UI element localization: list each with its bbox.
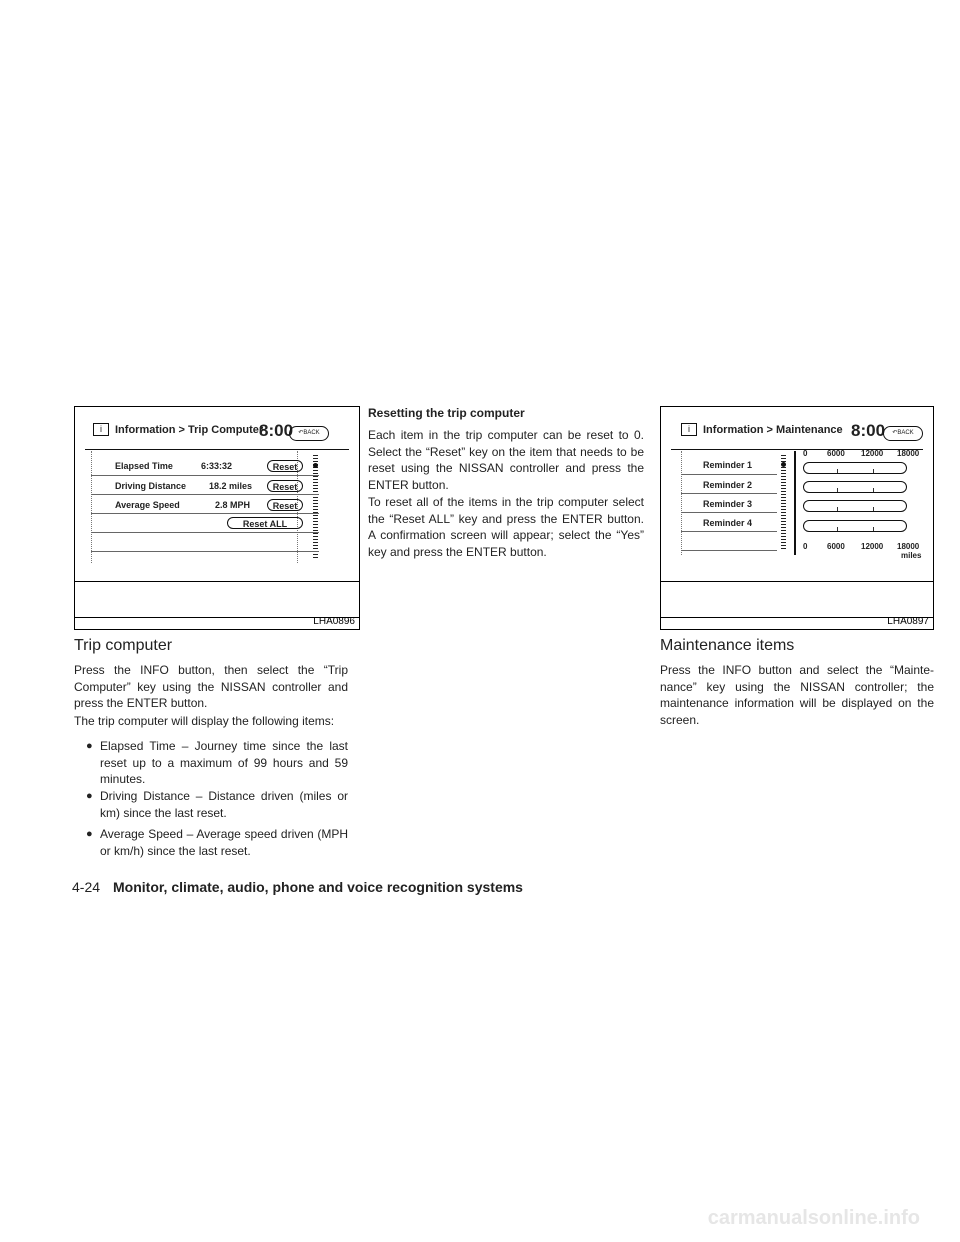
tick	[837, 488, 838, 492]
header-divider	[671, 449, 923, 450]
screen-breadcrumb: Information > Trip Computer	[115, 424, 264, 436]
reminder-bar-1	[803, 462, 907, 474]
reminder-label-2: Reminder 2	[703, 480, 753, 490]
bullet-text: Elapsed Time – Journey time since the last reset up to a maximum of 99 hours and 59 minutes.	[100, 739, 348, 786]
heading-maintenance: Maintenance items	[660, 637, 795, 654]
left-dotted-edge	[681, 451, 682, 555]
row-divider	[681, 493, 777, 494]
header-divider	[85, 449, 349, 450]
back-label: BACK	[303, 430, 320, 436]
maintenance-paragraph: Press the INFO button and select the “Mainte-nance” key using the NISSAN controller; the maintenance information will be displayed on the screen.	[660, 663, 934, 727]
reminder-bar-2	[803, 481, 907, 493]
scale-bottom-12000: 12000	[861, 542, 884, 551]
info-icon: i	[93, 423, 109, 436]
left-dotted-edge	[91, 451, 92, 563]
row-divider	[681, 550, 777, 551]
tick	[837, 469, 838, 473]
tick	[873, 488, 874, 492]
tick	[837, 507, 838, 511]
row-label-average-speed: Average Speed	[115, 500, 180, 510]
row-label-elapsed-time: Elapsed Time	[115, 461, 173, 471]
back-button[interactable]	[289, 426, 329, 441]
figure-code: LHA0896	[313, 616, 355, 627]
section-title: Monitor, climate, audio, phone and voice recognition systems	[113, 879, 523, 895]
row-divider	[91, 551, 319, 552]
row-divider	[91, 513, 319, 514]
bullet-text: Driving Distance – Distance driven (miles or km) since the last reset.	[100, 789, 348, 820]
trip-paragraph-2: The trip computer will display the following items:	[74, 714, 335, 728]
scale-unit: miles	[901, 551, 922, 560]
reminder-label-1: Reminder 1	[703, 460, 753, 470]
bullet-icon: ●	[86, 790, 93, 802]
page-number: 4-24	[72, 879, 101, 895]
scrollbar[interactable]	[781, 455, 786, 551]
row-value-average-speed: 2.8 MPH	[215, 500, 251, 510]
row-value-elapsed-time: 6:33:32	[201, 461, 233, 471]
reminder-bar-3	[803, 500, 907, 512]
clock-time: 8:00	[851, 421, 886, 440]
scrollbar[interactable]	[313, 455, 318, 559]
tick	[873, 507, 874, 511]
scroll-knob[interactable]	[781, 462, 786, 467]
row-divider	[91, 494, 319, 495]
reset-button-average-speed[interactable]: Reset	[267, 499, 303, 511]
screen-bottom-edge	[75, 581, 359, 582]
figure-maintenance	[660, 406, 934, 630]
figure-trip-computer	[74, 406, 360, 630]
reset-paragraph-2: To reset all of the items in the trip computer select the “Reset ALL” key and press the ENTER button. A confirmation screen will appear; select the “Yes” key and press the ENTER button.	[368, 495, 644, 559]
back-arrow-icon: ↶	[892, 430, 898, 436]
back-arrow-icon: ↶	[298, 430, 304, 436]
heading-resetting: Resetting the trip computer	[368, 406, 525, 420]
bullet-text: Average Speed – Average speed driven (MPH or km/h) since the last reset.	[100, 827, 348, 858]
heading-trip-computer: Trip computer	[74, 637, 173, 654]
clock-time: 8:00	[259, 421, 294, 440]
scroll-knob[interactable]	[313, 463, 318, 468]
back-button[interactable]	[883, 426, 923, 441]
reminder-label-4: Reminder 4	[703, 518, 753, 528]
row-divider	[681, 512, 777, 513]
scale-top-12000: 12000	[861, 449, 884, 458]
scale-bottom-0: 0	[803, 542, 808, 551]
screen-bottom-edge	[661, 581, 933, 582]
info-icon: i	[681, 423, 697, 436]
reset-button-driving-distance[interactable]: Reset	[267, 480, 303, 492]
row-divider	[91, 532, 319, 533]
tick	[873, 469, 874, 473]
reminder-label-3: Reminder 3	[703, 499, 753, 509]
reminder-bar-4	[803, 520, 907, 532]
reset-paragraph-1: Each item in the trip computer can be reset to 0. Select the “Reset” key on the item that needs to be reset using the NISSAN controller and press the ENTER button.	[368, 428, 644, 492]
scale-bottom-6000: 6000	[827, 542, 845, 551]
reset-button-elapsed-time[interactable]: Reset	[267, 460, 303, 472]
scale-bottom-18000: 18000	[897, 542, 920, 551]
reset-all-button[interactable]: Reset ALL	[227, 517, 303, 529]
row-divider	[681, 531, 777, 532]
back-label: BACK	[897, 430, 914, 436]
bullet-icon: ●	[86, 740, 93, 752]
screen-breadcrumb: Information > Maintenance	[703, 424, 843, 436]
row-divider	[91, 475, 319, 476]
bullet-icon: ●	[86, 828, 93, 840]
scale-top-6000: 6000	[827, 449, 845, 458]
row-value-driving-distance: 18.2 miles	[209, 481, 253, 491]
row-label-driving-distance: Driving Distance	[115, 481, 187, 491]
panel-divider	[794, 451, 796, 555]
scale-top-0: 0	[803, 449, 808, 458]
watermark: carmanualsonline.info	[707, 1207, 920, 1229]
trip-paragraph-1: Press the INFO button, then select the “Trip Computer” key using the NISSAN controller and press the ENTER button.	[74, 663, 348, 710]
figure-code: LHA0897	[887, 616, 929, 627]
row-divider	[681, 474, 777, 475]
tick	[837, 527, 838, 531]
tick	[873, 527, 874, 531]
scale-top-18000: 18000	[897, 449, 920, 458]
